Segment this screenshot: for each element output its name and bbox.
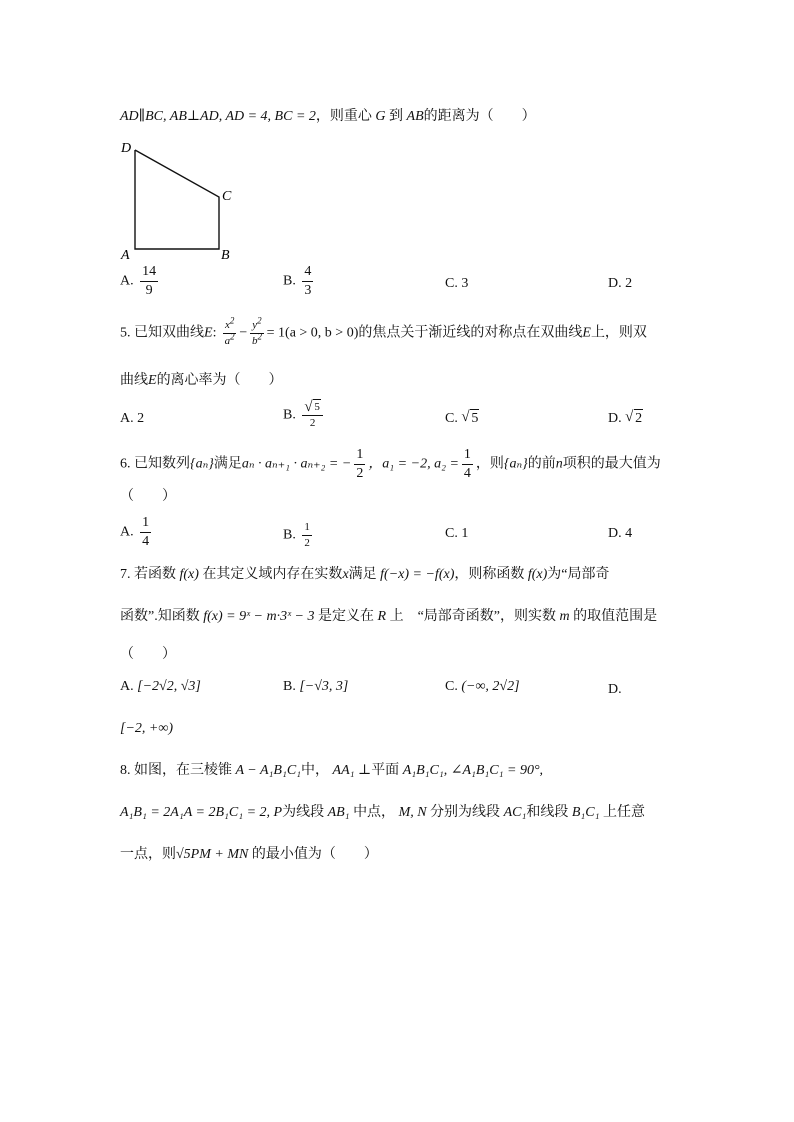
q7-option-a[interactable] xyxy=(120,680,201,694)
option-label: B. xyxy=(283,527,296,543)
q6-text3: 的前 xyxy=(527,456,556,472)
q8-stem-line2 xyxy=(120,806,645,820)
q7-fx2: f(x) xyxy=(527,567,548,582)
label-a: A xyxy=(121,248,130,263)
option-label: A. xyxy=(120,273,134,289)
q8-b1c1: B₁C₁ xyxy=(571,805,600,820)
option-label: D. xyxy=(608,411,622,426)
numerator: 14 xyxy=(140,265,158,282)
q5-curve-e: E xyxy=(204,325,213,341)
q6-n: n xyxy=(555,456,563,472)
q7-text-b: 在其定义域内存在实数 xyxy=(202,567,343,582)
x-var: x xyxy=(224,319,230,331)
q8-stem-line3 xyxy=(120,848,378,862)
q4-option-b[interactable] xyxy=(283,265,316,298)
q7-option-b[interactable] xyxy=(283,680,348,694)
q5-curve-e2: E xyxy=(582,325,591,341)
trapezoid-figure xyxy=(115,138,245,263)
q8-text-c: 平面 xyxy=(371,763,400,778)
radicand: 5 xyxy=(471,411,479,426)
q5-colon: : xyxy=(212,325,217,341)
q6-option-a[interactable] xyxy=(120,516,154,549)
option-value: (−∞, 2√2] xyxy=(461,679,520,694)
option-label: B. xyxy=(283,679,296,694)
numerator: 4 xyxy=(302,265,313,282)
q8-text-2e: 和线段 xyxy=(526,805,569,820)
denominator: 4 xyxy=(142,534,150,549)
q5-frac-x xyxy=(223,315,236,347)
q6-paren: （ ） xyxy=(120,489,176,504)
sqrt xyxy=(461,412,479,426)
denominator: $b^2$ xyxy=(251,331,262,347)
q8-text-3a: 一点，则 xyxy=(120,847,176,862)
option-value: [−2√2, √3] xyxy=(137,679,201,694)
q6-option-b[interactable] xyxy=(283,522,315,549)
q7-text-d: ，则称函数 xyxy=(454,567,525,582)
q7-option-d[interactable] xyxy=(608,683,622,697)
q4-option-a[interactable] xyxy=(120,265,161,298)
q7-text-2d: 的取值范围是 xyxy=(573,609,658,624)
radicand: 5 xyxy=(314,401,320,413)
radicand: 2 xyxy=(635,411,643,426)
label-d: D xyxy=(121,141,132,156)
q4-conditions: AD∥BC, AB⊥AD, AD = 4, BC = 2 xyxy=(120,109,316,124)
q6-product: aₙ · aₙ₊₁ · aₙ₊₂ = − xyxy=(241,456,352,472)
q7-x: x xyxy=(342,567,349,582)
q5-equation-rhs: = 1(a > 0, b > 0) xyxy=(266,325,359,341)
q8-ab1: AB₁ xyxy=(327,805,350,820)
numerator: $x^2$ xyxy=(223,320,236,334)
q6-sequence2: {aₙ} xyxy=(503,456,528,472)
q8-pyramid: A − A₁B₁C₁ xyxy=(235,763,302,778)
q7-stem-line1 xyxy=(120,568,610,582)
denominator: 9 xyxy=(145,283,153,298)
denominator: 4 xyxy=(463,466,471,481)
q5-line2-e: E xyxy=(148,373,157,388)
q7-text-2a: 函数”.知函数 xyxy=(120,609,200,624)
fraction xyxy=(302,522,312,549)
q8-expression: √5PM + MN xyxy=(176,847,249,862)
q7-text-a: 7. 若函数 xyxy=(120,567,176,582)
q7-option-c[interactable] xyxy=(445,680,520,694)
fraction xyxy=(302,402,323,429)
denominator: 2 xyxy=(309,417,316,429)
q8-text-2f: 上任意 xyxy=(602,805,645,820)
q8-aa1: AA₁ ⊥ xyxy=(332,763,372,778)
q6-stem-line1 xyxy=(120,448,661,481)
a-var: a xyxy=(224,335,231,347)
q4-option-d[interactable]: D. 2 xyxy=(608,276,633,291)
denominator: 2 xyxy=(356,466,364,481)
q7-m: m xyxy=(559,609,570,624)
q6-text4: 项积的最大值为 xyxy=(562,456,661,472)
q4-point-g: G xyxy=(375,109,386,124)
q8-stem-line1 xyxy=(120,764,543,778)
option-value: [−√3, 3] xyxy=(299,679,349,694)
numerator xyxy=(302,402,323,416)
q7-text-2c: 上 “局部奇函数”，则实数 xyxy=(389,609,557,624)
q5-option-d[interactable] xyxy=(608,412,643,426)
denominator: 3 xyxy=(304,283,312,298)
denominator: 2 xyxy=(304,537,310,549)
q7-text-2b: 是定义在 xyxy=(318,609,375,624)
q7-option-d-value xyxy=(120,722,173,736)
q4-stem xyxy=(120,110,536,124)
q7-condition: f(−x) = −f(x) xyxy=(380,567,455,582)
q5-line2-a: 曲线 xyxy=(120,373,148,388)
q4-to: 到 xyxy=(389,109,404,124)
q8-text-2b: 为线段 xyxy=(282,805,325,820)
b-var: b xyxy=(251,335,258,347)
sqrt xyxy=(304,402,321,413)
option-value: [−2, +∞) xyxy=(120,721,173,736)
numerator: 1 xyxy=(462,448,473,465)
q7-text-c: 满足 xyxy=(348,567,377,582)
q8-plane: A₁B₁C₁, ∠A₁B₁C₁ = 90°, xyxy=(402,763,544,778)
option-label: C. xyxy=(445,411,458,426)
label-b: B xyxy=(221,248,230,263)
q8-lengths: A₁B₁ = 2A₁A = 2B₁C₁ = 2, P xyxy=(120,805,283,820)
q5-text: 的焦点关于渐近线的对称点在双曲线 xyxy=(358,325,583,341)
q7-r: R xyxy=(377,609,387,624)
q4-text: ，则重心 xyxy=(315,109,372,124)
q5-number: 5. 已知双曲线 xyxy=(120,325,204,341)
q4-tail: 的距离为（ ） xyxy=(423,109,536,124)
q8-text-2d: 分别为线段 xyxy=(430,805,501,820)
q5-stem-line1: 5. 已知双曲线E: $\frac{x^2}{a^2}$ − $\frac{y^2}{b^2}$ = 1(a > 0, b > 0)的焦点关于渐近线的对称点在双曲线E上，则双 xyxy=(120,315,647,347)
q4-option-c[interactable]: C. 3 xyxy=(445,276,469,291)
option-label: A. xyxy=(120,679,134,694)
q7-fx: f(x) xyxy=(179,567,199,582)
q5-option-b[interactable] xyxy=(283,402,326,429)
q6-number: 6. 已知数列 xyxy=(120,456,190,472)
numerator: 1 xyxy=(302,522,312,536)
option-label: B. xyxy=(283,273,296,289)
q6-half xyxy=(354,448,365,481)
q8-text-a: 8. 如图，在三棱锥 xyxy=(120,763,232,778)
q5-stem-line2 xyxy=(120,374,283,388)
q6-initial: ，a₁ = −2, a₂ = xyxy=(368,456,459,472)
q5-line2-b: 的离心率为（ ） xyxy=(156,373,283,388)
q6-quarter xyxy=(462,448,473,481)
option-label: D. xyxy=(608,682,622,697)
q6-text2: ，则 xyxy=(475,456,504,472)
q6-option-c[interactable]: C. 1 xyxy=(445,526,469,541)
option-label: B. xyxy=(283,407,296,423)
q5-option-c[interactable] xyxy=(445,412,479,426)
q5-option-a[interactable]: A. 2 xyxy=(120,411,145,426)
numerator: $y^2$ xyxy=(250,320,263,334)
fraction xyxy=(302,265,313,298)
fraction xyxy=(140,265,158,298)
option-label: C. xyxy=(445,679,458,694)
q5-text2: 上，则双 xyxy=(590,325,647,341)
q7-paren: （ ） xyxy=(120,647,176,662)
sqrt xyxy=(625,412,643,426)
q7-stem-line2 xyxy=(120,610,657,624)
q8-mn: M, N xyxy=(398,805,427,820)
q8-ac1: AC₁ xyxy=(503,805,527,820)
denominator: $a^2$ xyxy=(224,331,235,347)
fraction xyxy=(140,516,151,549)
q8-text-2c: 中点， xyxy=(353,805,396,820)
q8-text-b: 中， xyxy=(301,763,330,778)
numerator: 1 xyxy=(354,448,365,465)
q7-text-e: 为“局部奇 xyxy=(547,567,610,582)
numerator: 1 xyxy=(140,516,151,533)
q4-segment-ab: AB xyxy=(406,109,424,124)
q6-text1: 满足 xyxy=(213,456,242,472)
q8-text-3b: 的最小值为（ ） xyxy=(251,847,378,862)
q7-function-def: f(x) = 9ˣ − m·3ˣ − 3 xyxy=(203,609,315,624)
option-label: A. xyxy=(120,524,134,540)
label-c: C xyxy=(222,189,232,204)
q6-option-d[interactable]: D. 4 xyxy=(608,526,633,541)
y-var: y xyxy=(252,319,258,331)
q6-sequence: {aₙ} xyxy=(190,456,214,472)
q5-frac-y xyxy=(250,315,263,347)
